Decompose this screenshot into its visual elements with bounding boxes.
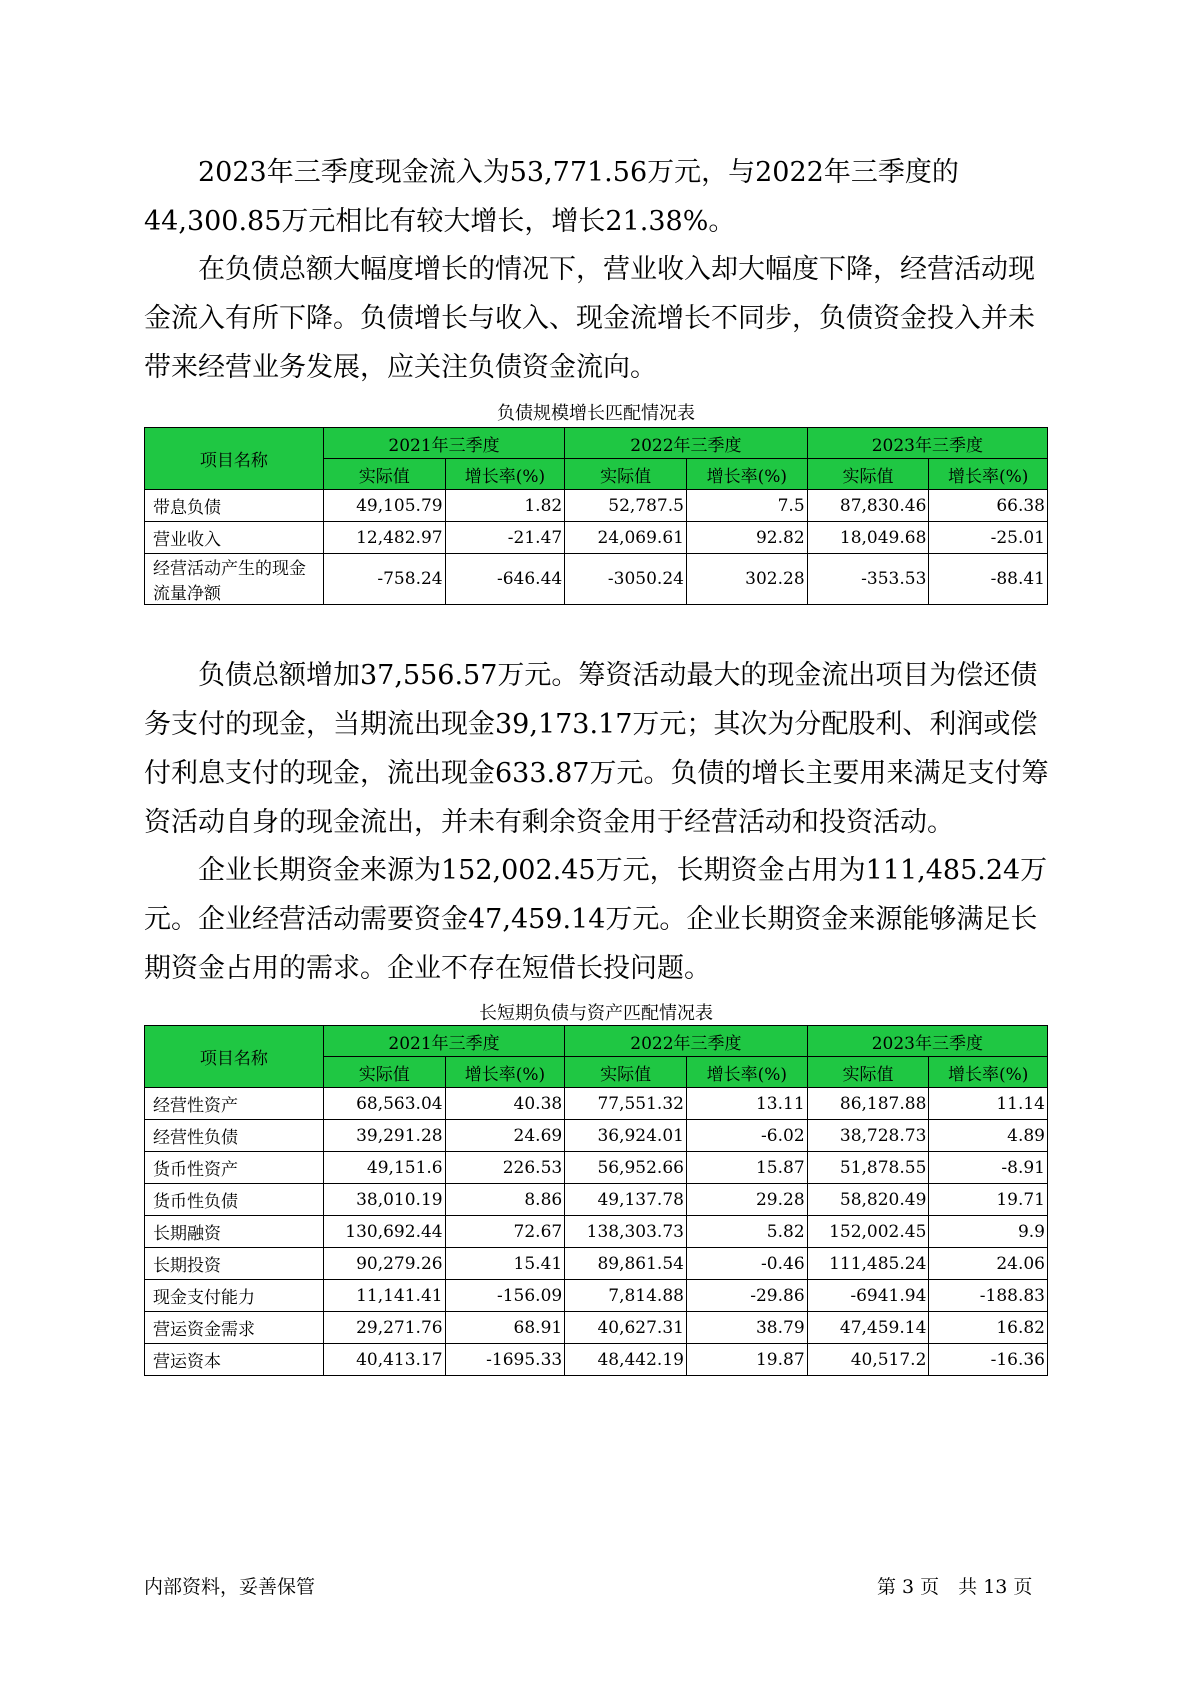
growth-rate-cell: 24.06 [929, 1248, 1048, 1280]
actual-value-header: 实际值 [565, 1057, 687, 1088]
actual-value-cell: 24,069.61 [565, 522, 687, 554]
growth-rate-cell: 40.38 [445, 1088, 565, 1120]
row-item-name: 营运资金需求 [145, 1312, 324, 1344]
actual-value-cell: 11,141.41 [323, 1280, 445, 1312]
growth-rate-cell: -29.86 [686, 1280, 807, 1312]
growth-rate-cell: -21.47 [445, 522, 565, 554]
actual-value-cell: 12,482.97 [323, 522, 445, 554]
growth-rate-header: 增长率(%) [445, 1057, 565, 1088]
actual-value-cell: 89,861.54 [565, 1248, 687, 1280]
table-row [145, 1184, 1048, 1216]
actual-value-cell: 48,442.19 [565, 1344, 687, 1376]
actual-value-header: 实际值 [807, 459, 929, 490]
table-row [145, 1120, 1048, 1152]
table-row [145, 1248, 1048, 1280]
growth-rate-cell: 11.14 [929, 1088, 1048, 1120]
actual-value-cell: 40,517.2 [807, 1344, 929, 1376]
row-item-name: 货币性资产 [145, 1152, 324, 1184]
actual-value-cell: 51,878.55 [807, 1152, 929, 1184]
row-item-name: 营业收入 [145, 522, 324, 554]
actual-value-cell: 18,049.68 [807, 522, 929, 554]
table-row [145, 1344, 1048, 1376]
growth-rate-cell: -8.91 [929, 1152, 1048, 1184]
paragraph-debt-growth: 在负债总额大幅度增长的情况下，营业收入却大幅度下降，经营活动现金流入有所下降。负债增长与收入、现金流增长不同步，负债资金投入并未带来经营业务发展，应关注负债资金流向。 [144, 254, 1035, 383]
row-item-name: 经营性负债 [145, 1120, 324, 1152]
actual-value-cell: 40,627.31 [565, 1312, 687, 1344]
actual-value-cell: 130,692.44 [323, 1216, 445, 1248]
row-item-name: 长期融资 [145, 1216, 324, 1248]
actual-value-cell: -3050.24 [565, 554, 687, 605]
actual-value-cell: 47,459.14 [807, 1312, 929, 1344]
actual-value-cell: 38,728.73 [807, 1120, 929, 1152]
item-name-header: 项目名称 [145, 1026, 324, 1088]
row-item-name: 现金支付能力 [145, 1280, 324, 1312]
table-header-row [145, 1026, 1048, 1057]
growth-rate-header: 增长率(%) [686, 459, 807, 490]
growth-rate-header: 增长率(%) [929, 459, 1048, 490]
period-header: 2021年三季度 [323, 1026, 564, 1057]
growth-rate-header: 增长率(%) [929, 1057, 1048, 1088]
growth-rate-cell: -188.83 [929, 1280, 1048, 1312]
table-row [145, 490, 1048, 522]
table-row [145, 1280, 1048, 1312]
growth-rate-cell: 302.28 [686, 554, 807, 605]
actual-value-cell: 49,105.79 [323, 490, 445, 522]
paragraph-cash-inflow: 2023年三季度现金流入为53,771.56万元，与2022年三季度的44,300.85万元相比有较大增长，增长21.38%。 [144, 157, 959, 237]
actual-value-cell: 77,551.32 [565, 1088, 687, 1120]
table-row [145, 522, 1048, 554]
actual-value-cell: 138,303.73 [565, 1216, 687, 1248]
growth-rate-cell: 16.82 [929, 1312, 1048, 1344]
actual-value-cell: 29,271.76 [323, 1312, 445, 1344]
actual-value-cell: 49,151.6 [323, 1152, 445, 1184]
growth-rate-cell: -1695.33 [445, 1344, 565, 1376]
growth-rate-cell: 1.82 [445, 490, 565, 522]
row-item-name: 货币性负债 [145, 1184, 324, 1216]
actual-value-cell: 36,924.01 [565, 1120, 687, 1152]
table1-caption: 负债规模增长匹配情况表 [497, 403, 695, 424]
growth-rate-cell: 38.79 [686, 1312, 807, 1344]
growth-rate-cell: 29.28 [686, 1184, 807, 1216]
actual-value-cell: 38,010.19 [323, 1184, 445, 1216]
actual-value-cell: 58,820.49 [807, 1184, 929, 1216]
table-row [145, 1152, 1048, 1184]
actual-value-cell: 86,187.88 [807, 1088, 929, 1120]
growth-rate-cell: 92.82 [686, 522, 807, 554]
period-header: 2022年三季度 [565, 1026, 807, 1057]
row-item-name: 带息负债 [145, 490, 324, 522]
row-item-name: 经营性资产 [145, 1088, 324, 1120]
period-header: 2023年三季度 [807, 1026, 1047, 1057]
actual-value-cell: 49,137.78 [565, 1184, 687, 1216]
table2-caption: 长短期负债与资产匹配情况表 [479, 1003, 713, 1024]
growth-rate-cell: 19.71 [929, 1184, 1048, 1216]
growth-rate-cell: -16.36 [929, 1344, 1048, 1376]
growth-rate-cell: -0.46 [686, 1248, 807, 1280]
actual-value-header: 实际值 [807, 1057, 929, 1088]
actual-value-cell: 87,830.46 [807, 490, 929, 522]
row-item-name: 长期投资 [145, 1248, 324, 1280]
actual-value-cell: 39,291.28 [323, 1120, 445, 1152]
table-header-row [145, 428, 1048, 459]
footer-page-number: 第 3 页 共 13 页 [877, 1576, 1033, 1598]
growth-rate-cell: 9.9 [929, 1216, 1048, 1248]
actual-value-header: 实际值 [323, 459, 445, 490]
growth-rate-cell: 19.87 [686, 1344, 807, 1376]
growth-rate-cell: 8.86 [445, 1184, 565, 1216]
growth-rate-cell: 226.53 [445, 1152, 565, 1184]
growth-rate-cell: 15.87 [686, 1152, 807, 1184]
actual-value-header: 实际值 [565, 459, 687, 490]
row-item-name: 营运资本 [145, 1344, 324, 1376]
actual-value-cell: 111,485.24 [807, 1248, 929, 1280]
actual-value-cell: 52,787.5 [565, 490, 687, 522]
paragraph-financing: 负债总额增加37,556.57万元。筹资活动最大的现金流出项目为偿还债务支付的现金，当期流出现金39,173.17万元；其次为分配股利、利润或偿付利息支付的现金，流出现金633.87万元。负债的增长主要用来满足支付筹资活动自身的现金流出，并未有剩余资金用于经营活动和投资活动。 [144, 660, 1049, 838]
paragraph-long-term-funds: 企业长期资金来源为152,002.45万元，长期资金占用为111,485.24万元。企业经营活动需要资金47,459.14万元。企业长期资金来源能够满足长期资金占用的需求。企业不存在短借长投问题。 [144, 855, 1048, 984]
table-row [145, 1216, 1048, 1248]
actual-value-cell: 56,952.66 [565, 1152, 687, 1184]
actual-value-cell: -353.53 [807, 554, 929, 605]
footer-confidential-note: 内部资料，妥善保管 [144, 1576, 316, 1598]
actual-value-cell: -758.24 [323, 554, 445, 605]
debt-growth-table [144, 427, 1048, 605]
growth-rate-cell: 13.11 [686, 1088, 807, 1120]
row-item-name: 经营活动产生的现金流量净额 [145, 554, 324, 605]
growth-rate-cell: 5.82 [686, 1216, 807, 1248]
actual-value-cell: -6941.94 [807, 1280, 929, 1312]
growth-rate-cell: -646.44 [445, 554, 565, 605]
growth-rate-cell: -6.02 [686, 1120, 807, 1152]
actual-value-cell: 90,279.26 [323, 1248, 445, 1280]
actual-value-cell: 7,814.88 [565, 1280, 687, 1312]
growth-rate-cell: 15.41 [445, 1248, 565, 1280]
growth-rate-cell: 4.89 [929, 1120, 1048, 1152]
actual-value-header: 实际值 [323, 1057, 445, 1088]
actual-value-cell: 40,413.17 [323, 1344, 445, 1376]
growth-rate-cell: 72.67 [445, 1216, 565, 1248]
growth-rate-cell: -25.01 [929, 522, 1048, 554]
growth-rate-cell: 7.5 [686, 490, 807, 522]
growth-rate-cell: 66.38 [929, 490, 1048, 522]
period-header: 2021年三季度 [323, 428, 564, 459]
table-row [145, 1088, 1048, 1120]
period-header: 2023年三季度 [807, 428, 1047, 459]
growth-rate-cell: -156.09 [445, 1280, 565, 1312]
actual-value-cell: 68,563.04 [323, 1088, 445, 1120]
growth-rate-cell: 24.69 [445, 1120, 565, 1152]
growth-rate-cell: 68.91 [445, 1312, 565, 1344]
asset-liability-match-table [144, 1025, 1048, 1376]
item-name-header: 项目名称 [145, 428, 324, 490]
table-row [145, 1312, 1048, 1344]
growth-rate-cell: -88.41 [929, 554, 1048, 605]
actual-value-cell: 152,002.45 [807, 1216, 929, 1248]
period-header: 2022年三季度 [565, 428, 807, 459]
growth-rate-header: 增长率(%) [686, 1057, 807, 1088]
growth-rate-header: 增长率(%) [445, 459, 565, 490]
table-row [145, 554, 1048, 605]
